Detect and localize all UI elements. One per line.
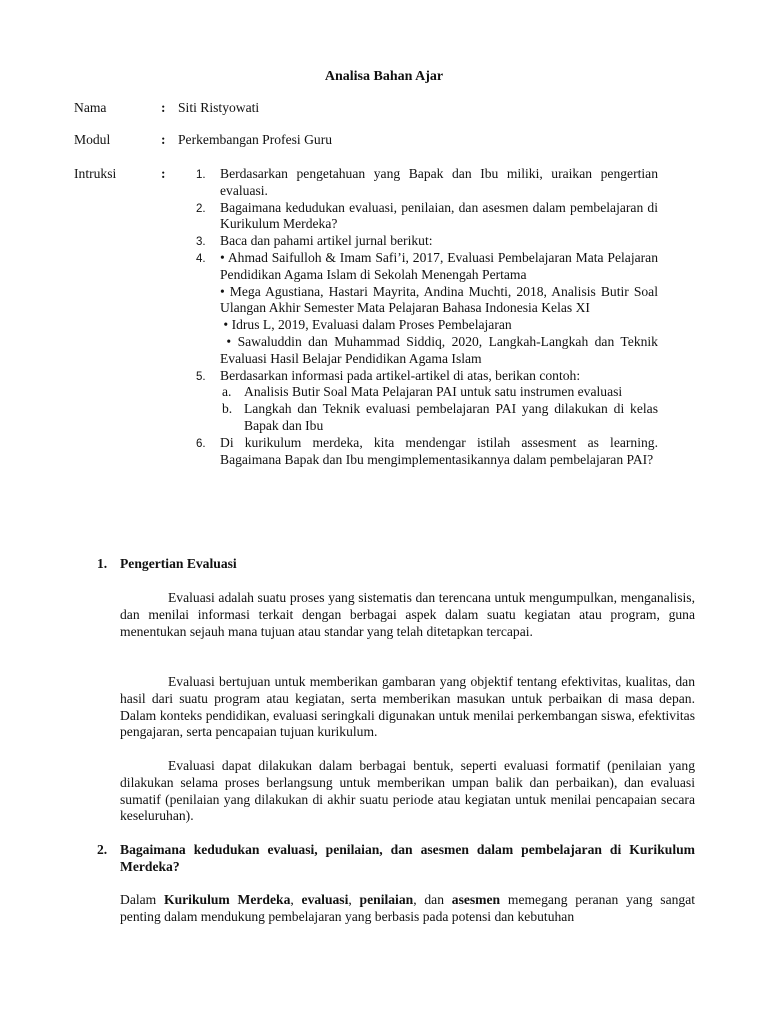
meta-label: Modul [74,132,111,147]
instruction-item [196,249,662,368]
section-heading-1 [97,556,695,573]
instruction-item [196,233,658,250]
meta-label: Nama [74,100,107,115]
sub-item [220,384,658,401]
text-run: , [348,892,360,907]
sub-text: Analisis Butir Soal Mata Pelajaran PAI untuk satu instrumen evaluasi [244,384,623,400]
bold-term: evaluasi [301,892,349,907]
text-run: , [290,892,302,907]
bold-term: Kurikulum Merdeka [164,892,291,907]
instruction-item [196,200,658,234]
list-number: 3. [196,236,206,249]
instruction-item [196,368,658,435]
paragraph [120,674,695,741]
text-run: memegang peranan yang sangat penting dalam mendukung pembelajaran yang berbasis pada potensi dan kebutuhan [120,892,696,924]
instruction-text: Baca dan pahami artikel jurnal berikut: [220,233,433,249]
sub-text: Langkah dan Teknik evaluasi pembelajaran PAI yang dilakukan di kelas Bapak dan Ibu [244,401,658,433]
section-number: 2. [97,842,108,857]
document-title: Analisa Bahan Ajar [324,69,444,84]
instruction-text: Berdasarkan pengetahuan yang Bapak dan Ibu miliki, uraikan pengertian evaluasi. [220,166,658,198]
section-number: 1. [97,556,108,571]
sub-item [220,401,658,435]
paragraph-text: Evaluasi dapat dilakukan dalam berbagai bentuk, seperti evaluasi formatif (penilaian yang dilakukan selama proses berlangsung untuk memberikan umpan balik dan perbaikan), dan evaluasi sumatif (penilaian yang dilakukan di akhir suatu periode atau kegiatan untuk menilai pencapaian secara keseluruhan). [120,758,695,824]
meta-colon: : [161,100,166,115]
paragraph-text: Evaluasi bertujuan untuk memberikan gambaran yang objektif tentang efektivitas, kualitas, dan hasil dari suatu program atau kegiatan, serta memberikan masukan untuk perbaikan di masa depan. Dalam konteks pendidikan, evaluasi seringkali digunakan untuk menilai perkembangan siswa, efektivitas pengajaran, serta pencapaian tujuan kurikulum. [120,674,695,740]
meta-value: Perkembangan Profesi Guru [178,132,333,147]
meta-colon: : [161,132,166,147]
reference-entry: • Idrus L, 2019, Evaluasi dalam Proses Pembelajaran [220,317,512,333]
instruction-text: Berdasarkan informasi pada artikel-artikel di atas, berikan contoh: [220,367,581,383]
section-title: Bagaimana kedudukan evaluasi, penilaian, dan asesmen dalam pembelajaran di Kurikulum Merdeka? [120,842,695,874]
meta-value: Siti Ristyowati [178,100,260,115]
reference-entry: • Sawaluddin dan Muhammad Siddiq, 2020, Langkah-Langkah dan Teknik Evaluasi Hasil Belajar Pendidikan Agama Islam [220,333,662,366]
list-number: 6. [196,437,206,450]
meta-colon: : [161,166,166,181]
instruction-item [196,166,658,200]
meta-label: Intruksi [74,166,117,181]
paragraph-text: Evaluasi adalah suatu proses yang sistematis dan terencana untuk mengumpulkan, menganalisis, dan menilai informasi terkait dengan berbagai aspek dalam suatu kegiatan atau program, guna menentukan sejauh mana tujuan atau standar yang telah ditetapkan tercapai. [120,590,695,639]
sub-list [220,384,658,434]
list-number: 5. [196,370,206,383]
list-number: 4. [196,252,206,265]
text-run: Dalam [120,892,165,907]
reference-entry: • Ahmad Saifulloh & Imam Safi’i, 2017, Evaluasi Pembelajaran Mata Pelajaran Pendidikan Agama Islam di Sekolah Menengah Pertama [220,249,658,282]
section-title: Pengertian Evaluasi [120,556,237,571]
text-run: , dan [413,892,452,907]
sub-letter: b. [222,401,233,417]
instruction-text: Di kurikulum merdeka, kita mendengar istilah assesment as learning. Bagaimana Bapak dan Ibu mengimplementasikannya dalam pembelajaran PAI? [220,434,658,467]
section-heading-2 [97,842,695,876]
paragraph [120,758,695,825]
instruction-item [196,435,658,469]
list-number: 1. [196,169,206,181]
bold-term: asesmen [451,892,501,907]
paragraph [120,590,695,640]
paragraph [120,892,695,926]
instruction-text: Bagaimana kedudukan evaluasi, penilaian, dan asesmen dalam pembelajaran di Kurikulum Merdeka? [220,199,658,232]
list-number: 2. [196,202,206,215]
reference-entry: • Mega Agustiana, Hastari Mayrita, Andina Muchti, 2018, Analisis Butir Soal Ulangan Akhir Semester Mata Pelajaran Bahasa Indonesia Kelas XI [220,283,658,316]
sub-letter: a. [222,384,232,400]
instruction-list [196,166,662,468]
bold-term: penilaian [359,892,414,907]
